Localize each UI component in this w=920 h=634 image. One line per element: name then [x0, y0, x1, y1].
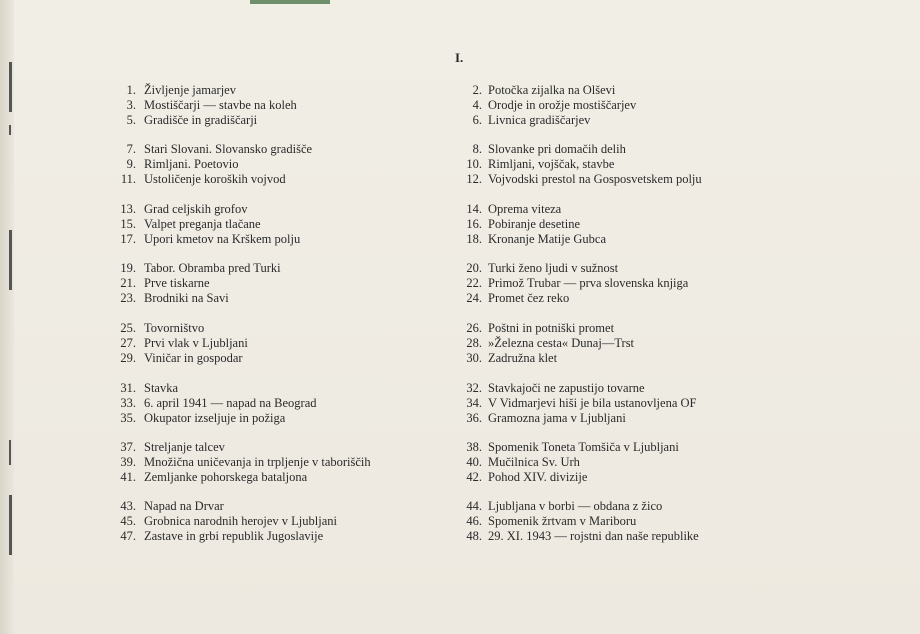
- item-number: 35.: [120, 411, 136, 425]
- list-item: [0, 142, 626, 157]
- item-number: 26.: [466, 321, 482, 335]
- list-item: [0, 202, 562, 217]
- list-item: [0, 455, 580, 470]
- item-number: 24.: [466, 291, 482, 305]
- contents-column-right: [0, 202, 607, 247]
- item-number: 6.: [472, 113, 482, 127]
- contents-column-right: [0, 440, 679, 485]
- item-number: 45.: [120, 514, 136, 528]
- item-title: Vojvodski prestol na Gosposvetskem polju: [488, 172, 702, 186]
- item-title: Poštni in potniški promet: [488, 321, 615, 335]
- item-number: 25.: [120, 321, 136, 335]
- item-title: Okupator izseljuje in požiga: [144, 411, 286, 425]
- item-title: Zastave in grbi republik Jugoslavije: [144, 529, 324, 543]
- item-number: 40.: [466, 455, 482, 469]
- item-number: 8.: [472, 142, 482, 156]
- item-title: Napad na Drvar: [144, 499, 224, 513]
- item-number: 16.: [466, 217, 482, 231]
- item-title: Mostiščarji — stavbe na koleh: [144, 98, 297, 112]
- item-number: 12.: [466, 172, 482, 186]
- item-title: Brodniki na Savi: [144, 291, 229, 305]
- item-title: Mučilnica Sv. Urh: [488, 455, 580, 469]
- list-item: [0, 440, 679, 455]
- item-number: 36.: [466, 411, 482, 425]
- item-title: Tabor. Obramba pred Turki: [144, 261, 281, 275]
- list-item: [0, 261, 619, 276]
- item-title: Grad celjskih grofov: [144, 202, 248, 216]
- item-number: 13.: [120, 202, 136, 216]
- item-number: 44.: [466, 499, 482, 513]
- item-number: 38.: [466, 440, 482, 454]
- item-title: Kronanje Matije Gubca: [488, 232, 607, 246]
- item-number: 22.: [466, 276, 482, 290]
- list-item: [0, 157, 615, 172]
- item-title: Spomenik Toneta Tomšiča v Ljubljani: [488, 440, 679, 454]
- item-title: Gramozna jama v Ljubljani: [488, 411, 626, 425]
- item-number: 39.: [120, 455, 136, 469]
- item-number: 43.: [120, 499, 136, 513]
- item-title: Primož Trubar — prva slovenska knjiga: [488, 276, 689, 290]
- list-item: [0, 529, 699, 544]
- item-title: Prve tiskarne: [144, 276, 210, 290]
- item-number: 19.: [120, 261, 136, 275]
- list-item: [0, 396, 697, 411]
- item-title: Rimljani. Poetovio: [144, 157, 239, 171]
- item-title: 6. april 1941 — napad na Beograd: [144, 396, 317, 410]
- item-number: 48.: [466, 529, 482, 543]
- item-title: Potočka zijalka na Olševi: [488, 83, 616, 97]
- item-number: 3.: [126, 98, 136, 112]
- item-number: 46.: [466, 514, 482, 528]
- item-number: 11.: [120, 172, 136, 186]
- item-number: 33.: [120, 396, 136, 410]
- section-title: I.: [455, 50, 464, 65]
- item-title: Tovorništvo: [144, 321, 205, 335]
- item-number: 34.: [466, 396, 482, 410]
- list-item: [0, 411, 626, 426]
- top-edge-strip: [250, 0, 330, 4]
- item-title: 29. XI. 1943 — rojstni dan naše republike: [488, 529, 699, 543]
- item-number: 23.: [120, 291, 136, 305]
- item-title: Oprema viteza: [488, 202, 562, 216]
- list-item: [0, 381, 645, 396]
- item-title: Prvi vlak v Ljubljani: [144, 336, 248, 350]
- item-title: Stavkajoči ne zapustijo tovarne: [488, 381, 645, 395]
- list-item: [0, 336, 635, 351]
- item-number: 7.: [126, 142, 136, 156]
- list-item: [0, 321, 615, 336]
- list-item: [0, 276, 689, 291]
- item-title: Pohod XIV. divizije: [488, 470, 588, 484]
- item-number: 30.: [466, 351, 482, 365]
- item-number: 47.: [120, 529, 136, 543]
- item-number: 10.: [466, 157, 482, 171]
- item-title: Turki ženo ljudi v sužnost: [488, 261, 619, 275]
- item-title: Orodje in orožje mostiščarjev: [488, 98, 637, 112]
- item-title: Grobnica narodnih herojev v Ljubljani: [144, 514, 337, 528]
- item-title: »Železna cesta« Dunaj—Trst: [488, 336, 635, 350]
- item-number: 18.: [466, 232, 482, 246]
- item-title: Stari Slovani. Slovansko gradišče: [144, 142, 313, 156]
- list-item: [0, 499, 663, 514]
- list-item: [0, 98, 637, 113]
- list-item: [0, 172, 702, 187]
- item-number: 1.: [126, 83, 136, 97]
- item-title: Stavka: [144, 381, 179, 395]
- list-item: [0, 470, 588, 485]
- item-number: 2.: [472, 83, 482, 97]
- item-title: Zadružna klet: [488, 351, 558, 365]
- item-title: Valpet preganja tlačane: [144, 217, 261, 231]
- item-number: 37.: [120, 440, 136, 454]
- item-number: 4.: [472, 98, 482, 112]
- contents-column-right: [0, 83, 637, 128]
- item-number: 20.: [466, 261, 482, 275]
- item-number: 14.: [466, 202, 482, 216]
- item-title: Viničar in gospodar: [144, 351, 243, 365]
- item-number: 32.: [466, 381, 482, 395]
- item-title: Zemljanke pohorskega bataljona: [144, 470, 308, 484]
- item-number: 15.: [120, 217, 136, 231]
- item-title: Streljanje talcev: [144, 440, 225, 454]
- list-item: [0, 232, 607, 247]
- item-number: 31.: [120, 381, 136, 395]
- item-title: Ljubljana v borbi — obdana z žico: [488, 499, 663, 513]
- list-item: [0, 514, 637, 529]
- item-title: Množična uničevanja in trpljenje v taboriščih: [144, 455, 371, 469]
- list-item: [0, 83, 616, 98]
- item-title: Življenje jamarjev: [144, 83, 236, 97]
- list-item: [0, 217, 580, 232]
- item-number: 29.: [120, 351, 136, 365]
- contents-column-right: [0, 381, 697, 426]
- item-title: Promet čez reko: [488, 291, 570, 305]
- item-number: 28.: [466, 336, 482, 350]
- item-title: Ustoličenje koroških vojvod: [144, 172, 286, 186]
- item-title: Rimljani, vojščak, stavbe: [488, 157, 615, 171]
- item-title: Pobiranje desetine: [488, 217, 580, 231]
- item-title: V Vidmarjevi hiši je bila ustanovljena OF: [488, 396, 697, 410]
- item-number: 27.: [120, 336, 136, 350]
- item-number: 17.: [120, 232, 136, 246]
- item-number: 5.: [126, 113, 136, 127]
- item-number: 42.: [466, 470, 482, 484]
- contents-column-right: [0, 261, 689, 306]
- item-title: Upori kmetov na Krškem polju: [144, 232, 301, 246]
- contents-column-right: [0, 499, 699, 544]
- item-title: Livnica gradiščarjev: [488, 113, 591, 127]
- item-title: Spomenik žrtvam v Mariboru: [488, 514, 637, 528]
- contents-column-right: [0, 142, 702, 187]
- item-number: 41.: [120, 470, 136, 484]
- list-item: [0, 351, 558, 366]
- item-number: 9.: [126, 157, 136, 171]
- item-number: 21.: [120, 276, 136, 290]
- list-item: [0, 291, 570, 306]
- item-title: Gradišče in gradiščarji: [144, 113, 258, 127]
- list-item: [0, 113, 591, 128]
- item-title: Slovanke pri domačih delih: [488, 142, 626, 156]
- contents-column-right: [0, 321, 635, 366]
